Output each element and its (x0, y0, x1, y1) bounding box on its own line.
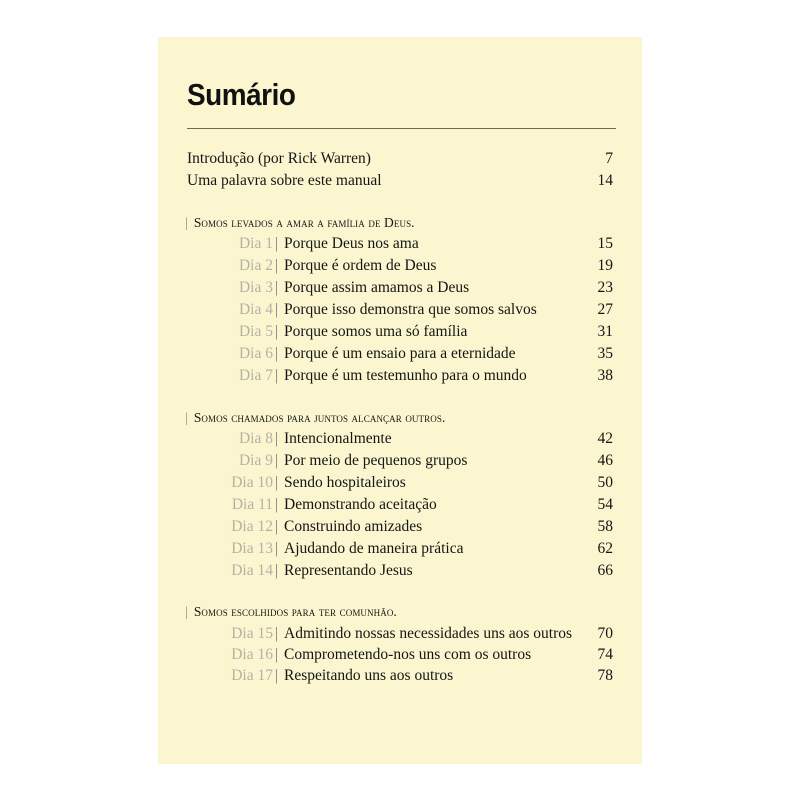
toc-day-entry (158, 343, 642, 365)
toc-day-entry (158, 665, 642, 687)
day-title: Respeitando uns aos outros (284, 667, 454, 684)
separator: | (275, 474, 279, 491)
day-title: Comprometendo-nos uns com os outros (284, 646, 532, 663)
toc-day-entry (158, 321, 642, 343)
toc-day-entry (158, 365, 642, 387)
day-number: Dia 11 (231, 496, 273, 513)
day-title: Porque é ordem de Deus (284, 257, 437, 274)
day-page: 50 (597, 474, 613, 491)
day-page: 23 (597, 279, 613, 296)
separator: | (275, 235, 279, 252)
day-number: Dia 4 (238, 301, 273, 318)
toc-day-entry (158, 428, 642, 450)
toc-day-entry (158, 494, 642, 516)
day-number: Dia 1 (238, 235, 273, 252)
toc-day-entry (158, 644, 642, 666)
separator: | (275, 257, 279, 274)
day-page: 78 (597, 667, 613, 684)
day-title: Porque é um testemunho para o mundo (284, 367, 527, 384)
separator: | (275, 345, 279, 362)
entry-title: Uma palavra sobre este manual (187, 172, 382, 189)
day-number: Dia 3 (238, 279, 273, 296)
separator: | (275, 562, 279, 579)
day-page: 66 (597, 562, 613, 579)
day-number: Dia 14 (231, 562, 273, 579)
day-number: Dia 6 (238, 345, 273, 362)
day-title: Porque Deus nos ama (284, 235, 419, 252)
day-title: Porque é um ensaio para a eternidade (284, 345, 516, 362)
toc-day-entry (158, 233, 642, 255)
separator: | (275, 518, 279, 535)
day-number: Dia 9 (238, 452, 273, 469)
separator: | (275, 367, 279, 384)
page-title: Sumário (187, 77, 296, 112)
day-number: Dia 13 (231, 540, 273, 557)
separator: | (275, 279, 279, 296)
day-number: Dia 8 (238, 430, 273, 447)
toc-day-entry (158, 516, 642, 538)
toc-day-entry (158, 623, 642, 645)
toc-day-entry (158, 560, 642, 582)
toc-entry (158, 170, 642, 192)
day-title: Representando Jesus (284, 562, 413, 579)
day-title: Por meio de pequenos grupos (284, 452, 468, 469)
entry-title: Introdução (por Rick Warren) (187, 150, 371, 167)
day-page: 27 (597, 301, 613, 318)
day-number: Dia 10 (231, 474, 273, 491)
day-title: Admitindo nossas necessidades uns aos outros (284, 625, 573, 642)
day-number: Dia 17 (231, 667, 273, 684)
separator: | (275, 430, 279, 447)
toc-day-entry (158, 538, 642, 560)
day-page: 62 (597, 540, 613, 557)
day-number: Dia 7 (238, 367, 273, 384)
day-number: Dia 2 (238, 257, 273, 274)
toc-day-entry (158, 255, 642, 277)
day-title: Construindo amizades (284, 518, 423, 535)
toc-day-entry (158, 299, 642, 321)
day-page: 19 (597, 257, 613, 274)
separator: | (275, 646, 279, 663)
section-heading (185, 212, 415, 234)
section-heading-text: Somos levados a amar a família de Deus. (193, 215, 415, 230)
toc-entry (158, 148, 642, 170)
day-page: 54 (597, 496, 613, 513)
day-number: Dia 15 (231, 625, 273, 642)
separator: | (275, 301, 279, 318)
section-bar: | (185, 410, 188, 425)
section-bar: | (185, 215, 188, 230)
section-heading-text: Somos chamados para juntos alcançar outros. (193, 410, 446, 425)
day-title: Porque isso demonstra que somos salvos (284, 301, 537, 318)
day-page: 42 (597, 430, 613, 447)
separator: | (275, 540, 279, 557)
day-page: 58 (597, 518, 613, 535)
title-divider (187, 128, 616, 129)
entry-page: 7 (605, 150, 613, 167)
day-number: Dia 5 (238, 323, 273, 340)
day-title: Ajudando de maneira prática (284, 540, 464, 557)
section-heading (185, 601, 397, 623)
day-page: 70 (597, 625, 613, 642)
separator: | (275, 625, 279, 642)
day-page: 74 (597, 646, 613, 663)
toc-day-entry (158, 472, 642, 494)
day-page: 46 (597, 452, 613, 469)
toc-day-entry (158, 450, 642, 472)
separator: | (275, 496, 279, 513)
toc-day-entry (158, 277, 642, 299)
day-page: 31 (597, 323, 613, 340)
section-heading-text: Somos escolhidos para ter comunhão. (193, 604, 397, 619)
day-number: Dia 12 (231, 518, 273, 535)
day-title: Intencionalmente (284, 430, 392, 447)
day-page: 35 (597, 345, 613, 362)
day-page: 15 (597, 235, 613, 252)
day-title: Demonstrando aceitação (284, 496, 437, 513)
entry-page: 14 (597, 172, 613, 189)
separator: | (275, 667, 279, 684)
section-bar: | (185, 604, 188, 619)
day-page: 38 (597, 367, 613, 384)
separator: | (275, 452, 279, 469)
separator: | (275, 323, 279, 340)
section-heading (185, 407, 445, 429)
day-title: Sendo hospitaleiros (284, 474, 406, 491)
day-title: Porque somos uma só família (284, 323, 468, 340)
day-title: Porque assim amamos a Deus (284, 279, 470, 296)
day-number: Dia 16 (231, 646, 273, 663)
book-page (158, 37, 642, 764)
